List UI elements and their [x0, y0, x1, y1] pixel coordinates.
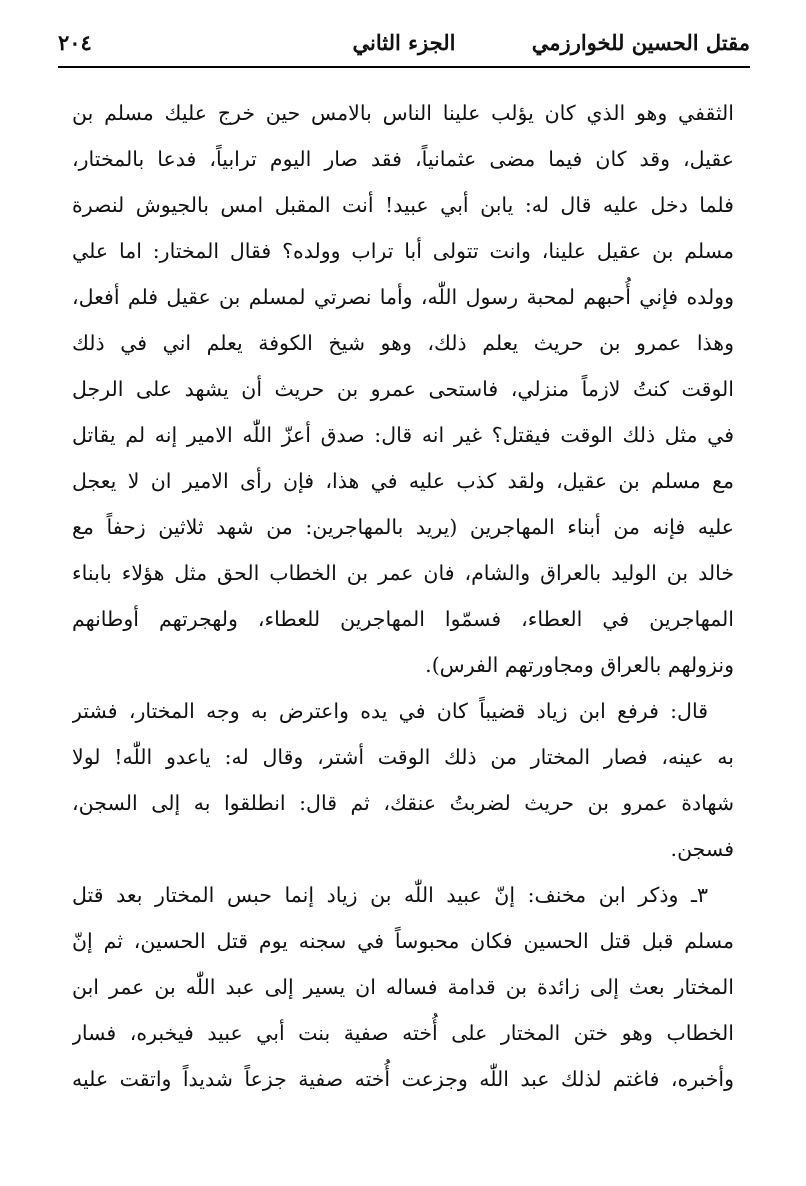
text-line: المهاجرين في العطاء، فسمّوا المهاجرين للعطاء، ولهجرتهم أوطانهم — [72, 607, 734, 631]
text-line: مسلم قبل قتل الحسين فكان محبوساً في سجنه يوم قتل الحسين، ثم إنّ — [72, 929, 734, 953]
text-line: ٣ـ وذكر ابن مخنف: إنّ عبيد اللّٰه بن زياد إنما حبس المختار بعد قتل — [72, 883, 708, 907]
text-line: فسجن. — [670, 837, 734, 861]
text-line: في مثل ذلك الوقت فيقتل؟ غير انه قال: صدق أعزّ اللّٰه الامير إنه لم يقاتل — [72, 423, 734, 447]
text-line: شهادة عمرو بن حريث لضربتُ عنقك، ثم قال: انطلقوا به إلى السجن، — [72, 791, 734, 815]
text-line: وولده فإني أُحبهم لمحبة رسول اللّٰه، وأما نصرتي لمسلم بن عقيل فلم أفعل، — [72, 285, 734, 309]
page-body — [72, 90, 734, 1102]
text-line: الخطاب وهو ختن المختار على أُخته صفية بنت أبي عبيد فيخبره، فسار — [72, 1021, 734, 1045]
text-line: قال: فرفع ابن زياد قضيباً كان في يده واعترض به وجه المختار، فشتر — [72, 699, 708, 723]
text-line: عقيل، وقد كان فيما مضى عثمانياً، فقد صار اليوم ترابياً، فدعا بالمختار، — [72, 147, 734, 171]
text-line: به عينه، فصار المختار من ذلك الوقت أشتر، وقال له: ياعدو اللّٰه! لولا — [72, 745, 734, 769]
text-line: عليه فإنه من أبناء المهاجرين (يريد بالمهاجرين: من شهد ثلاثين زحفاً مع — [72, 515, 734, 539]
text-line: خالد بن الوليد بالعراق والشام، فان عمر بن الخطاب الحق مثل هؤلاء بابناء — [72, 561, 734, 585]
page-number: ٢٠٤ — [58, 30, 92, 55]
text-line: مسلم بن عقيل علينا، وانت تتولى أبا تراب وولده؟ فقال المختار: اما علي — [72, 239, 734, 263]
text-line: وأخبره، فاغتم لذلك عبد اللّٰه وجزعت أُخته صفية جزعاً شديداً واتقت عليه — [72, 1067, 734, 1091]
part-label: الجزء الثاني — [352, 30, 456, 55]
text-line: ونزولهم بالعراق ومجاورتهم الفرس). — [425, 653, 734, 677]
text-line: مع مسلم بن عقيل، ولقد كذب عليه في هذا، فإن رأى الامير ان لا يعجل — [72, 469, 734, 493]
text-line: فلما دخل عليه قال له: يابن أبي عبيد! أنت المقبل امس بالجيوش لنصرة — [72, 193, 734, 217]
text-line: المختار بعث إلى زائدة بن قدامة فساله ان يسير إلى عبد اللّٰه بن عمر ابن — [72, 975, 734, 999]
text-line: وهذا عمرو بن حريث يعلم ذلك، وهو شيخ الكوفة يعلم اني في ذلك — [72, 331, 734, 355]
header-rule — [58, 66, 750, 68]
text-line: الثقفي وهو الذي كان يؤلب علينا الناس بالامس حين خرج عليك مسلم بن — [72, 101, 734, 125]
text-line: الوقت كنتُ لازماً منزلي، فاستحى عمرو بن حريث أن يشهد على الرجل — [72, 377, 734, 401]
book-title: مقتل الحسين للخوارزمي — [531, 30, 750, 55]
running-header — [58, 28, 750, 64]
